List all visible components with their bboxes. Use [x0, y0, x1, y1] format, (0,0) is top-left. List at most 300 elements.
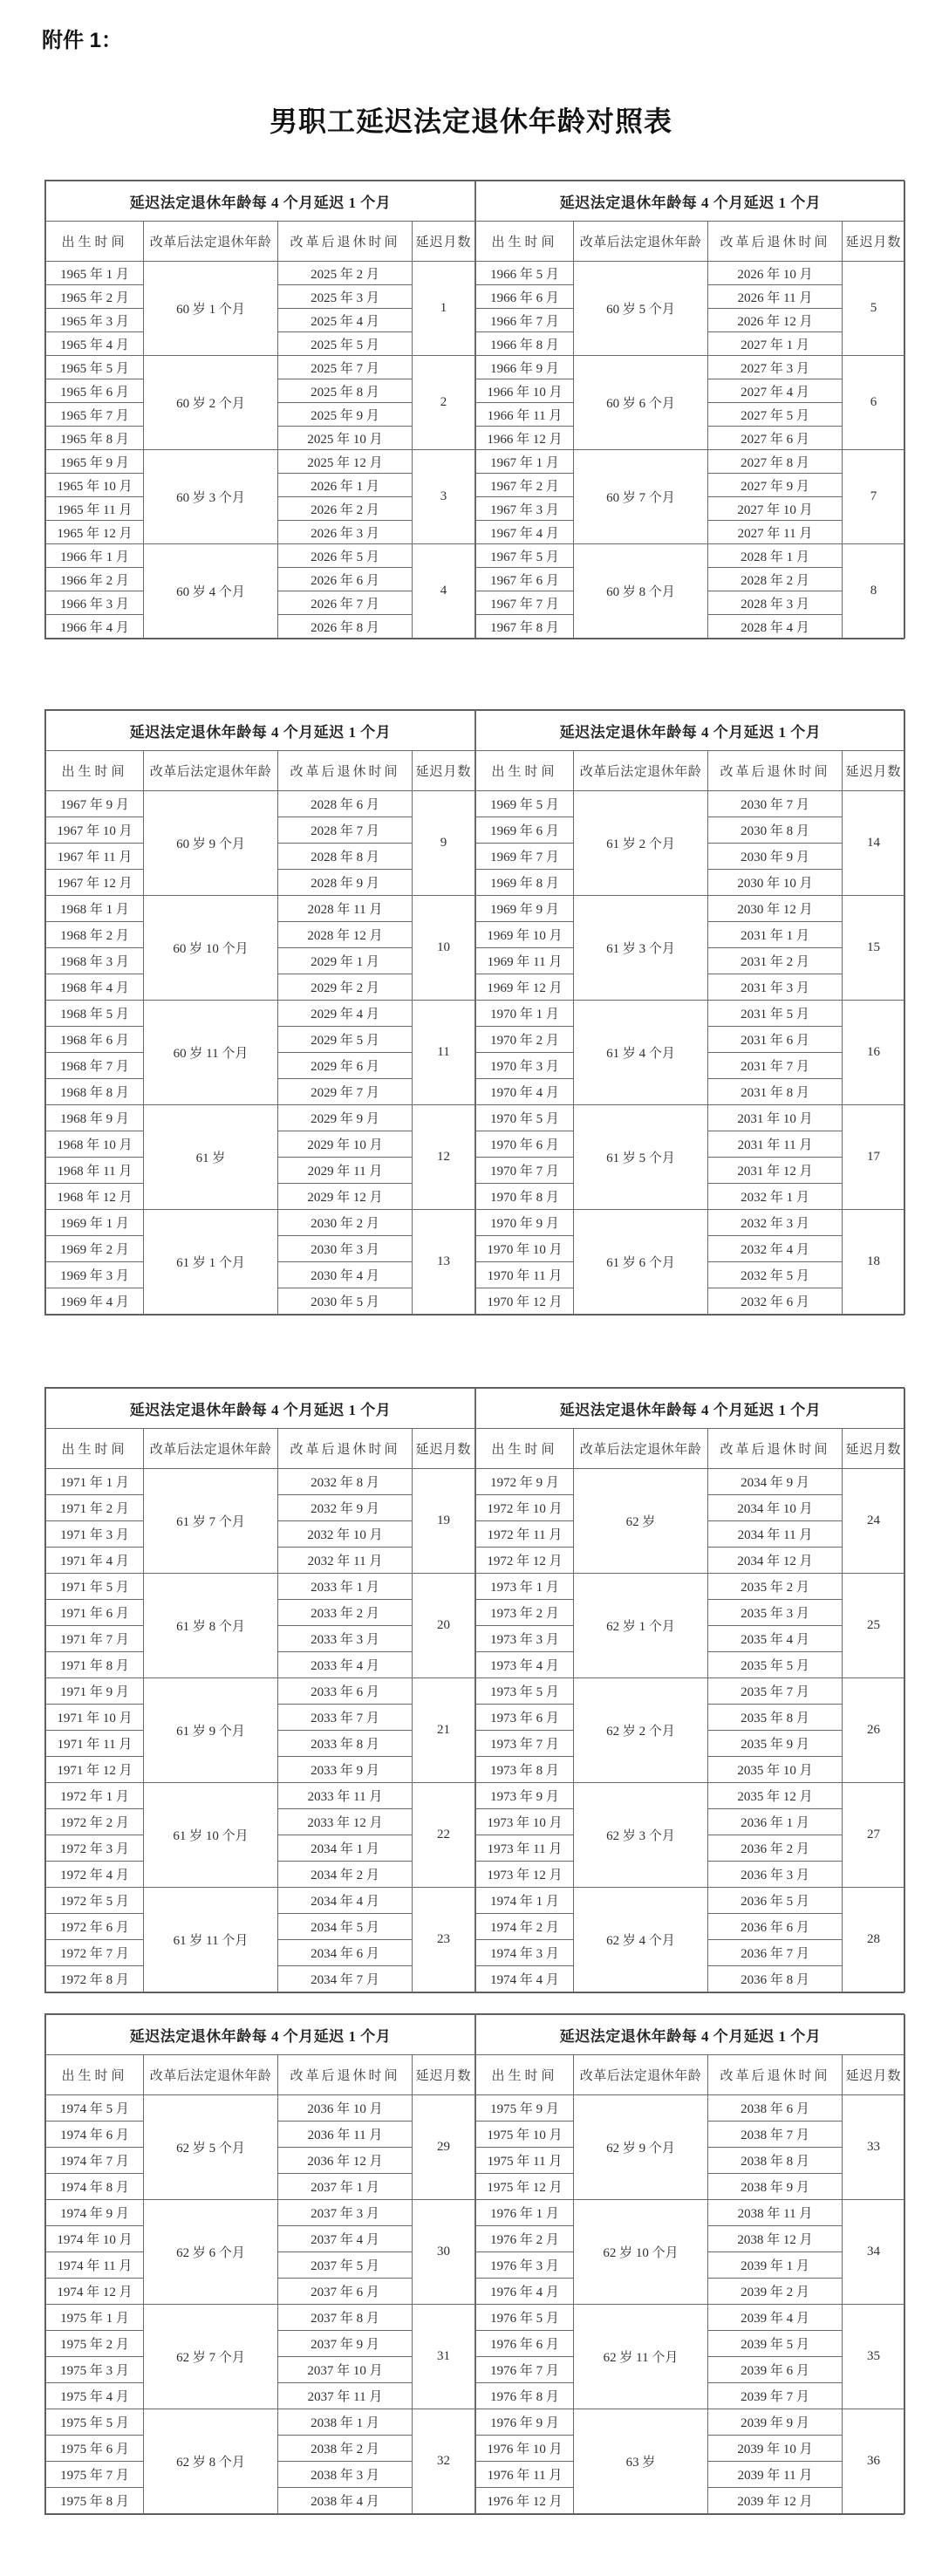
birth-time-cell: 1966 年 10 月: [476, 379, 574, 403]
birth-time-cell: 1972 年 9 月: [476, 1469, 574, 1495]
birth-time-cell: 1966 年 2 月: [46, 568, 144, 591]
retirement-time-cell: 2030 年 9 月: [708, 844, 843, 870]
col-header-birth-time: 出生时间: [46, 222, 144, 262]
birth-time-cell: 1971 年 1 月: [46, 1469, 144, 1495]
birth-time-cell: 1970 年 1 月: [476, 1001, 574, 1027]
column-header-row: [46, 222, 475, 262]
document-title: 男职工延迟法定退休年龄对照表: [269, 106, 672, 137]
delay-months-cell: 21: [413, 1678, 475, 1783]
birth-time-cell: 1969 年 2 月: [46, 1236, 144, 1262]
section-heading: 延迟法定退休年龄每 4 个月延迟 1 个月: [46, 711, 475, 751]
retirement-time-cell: 2033 年 11 月: [278, 1783, 413, 1809]
birth-time-cell: 1975 年 9 月: [476, 2095, 574, 2122]
birth-time-cell: 1966 年 1 月: [46, 544, 144, 568]
birth-time-cell: 1970 年 9 月: [476, 1210, 574, 1236]
retirement-time-cell: 2026 年 6 月: [278, 568, 413, 591]
retirement-time-cell: 2038 年 9 月: [708, 2174, 843, 2200]
retirement-time-cell: 2025 年 3 月: [278, 285, 413, 309]
birth-time-cell: 1975 年 7 月: [46, 2462, 144, 2488]
retirement-time-cell: 2026 年 10 月: [708, 262, 843, 285]
birth-time-cell: 1968 年 1 月: [46, 896, 144, 922]
retirement-time-cell: 2036 年 2 月: [708, 1835, 843, 1862]
retirement-time-cell: 2038 年 3 月: [278, 2462, 413, 2488]
birth-time-cell: 1967 年 12 月: [46, 870, 144, 896]
birth-time-cell: 1974 年 9 月: [46, 2200, 144, 2226]
table-head: [476, 1389, 905, 1469]
delay-months-cell: 30: [413, 2200, 475, 2305]
table-row: [476, 450, 905, 474]
retirement-time-cell: 2032 年 6 月: [708, 1288, 843, 1315]
col-header-birth-time: 出生时间: [476, 751, 574, 791]
retirement-time-cell: 2033 年 9 月: [278, 1757, 413, 1783]
retirement-time-cell: 2037 年 8 月: [278, 2305, 413, 2331]
retirement-time-cell: 2025 年 7 月: [278, 356, 413, 379]
column-header-row: [476, 2055, 905, 2095]
delay-months-cell: 27: [843, 1783, 905, 1888]
retirement-time-cell: 2029 年 2 月: [278, 974, 413, 1001]
birth-time-cell: 1971 年 2 月: [46, 1495, 144, 1521]
retirement-time-cell: 2032 年 9 月: [278, 1495, 413, 1521]
retirement-time-cell: 2032 年 3 月: [708, 1210, 843, 1236]
delay-months-cell: 15: [843, 896, 905, 1001]
retirement-time-cell: 2031 年 1 月: [708, 922, 843, 948]
birth-time-cell: 1970 年 5 月: [476, 1105, 574, 1131]
section-heading: 延迟法定退休年龄每 4 个月延迟 1 个月: [476, 2015, 905, 2055]
birth-time-cell: 1965 年 8 月: [46, 427, 144, 450]
birth-time-cell: 1972 年 5 月: [46, 1888, 144, 1914]
retirement-time-cell: 2030 年 12 月: [708, 896, 843, 922]
col-header-retirement-age: 改革后法定退休年龄: [574, 1429, 708, 1469]
birth-time-cell: 1966 年 11 月: [476, 403, 574, 427]
birth-time-cell: 1971 年 7 月: [46, 1626, 144, 1652]
retirement-time-cell: 2030 年 5 月: [278, 1288, 413, 1315]
retirement-age-cell: 62 岁 11 个月: [574, 2305, 708, 2409]
birth-time-cell: 1976 年 10 月: [476, 2436, 574, 2462]
retirement-age-cell: 60 岁 9 个月: [144, 791, 278, 896]
retirement-time-cell: 2038 年 2 月: [278, 2436, 413, 2462]
retirement-time-cell: 2025 年 5 月: [278, 332, 413, 356]
birth-time-cell: 1970 年 4 月: [476, 1079, 574, 1105]
retirement-time-cell: 2039 年 9 月: [708, 2409, 843, 2436]
col-header-retirement-age: 改革后法定退休年龄: [144, 1429, 278, 1469]
birth-time-cell: 1966 年 6 月: [476, 285, 574, 309]
birth-time-cell: 1967 年 4 月: [476, 521, 574, 544]
delay-months-cell: 16: [843, 1001, 905, 1105]
birth-time-cell: 1972 年 11 月: [476, 1521, 574, 1548]
retirement-time-cell: 2031 年 8 月: [708, 1079, 843, 1105]
section-heading-row: [46, 711, 475, 751]
birth-time-cell: 1976 年 12 月: [476, 2488, 574, 2514]
retirement-time-cell: 2029 年 4 月: [278, 1001, 413, 1027]
retirement-time-cell: 2032 年 10 月: [278, 1521, 413, 1548]
retirement-time-cell: 2026 年 2 月: [278, 497, 413, 521]
birth-time-cell: 1971 年 3 月: [46, 1521, 144, 1548]
retirement-age-cell: 60 岁 10 个月: [144, 896, 278, 1001]
table-row: [46, 356, 475, 379]
delay-months-cell: 29: [413, 2095, 475, 2200]
retirement-time-cell: 2028 年 6 月: [278, 791, 413, 817]
birth-time-cell: 1974 年 10 月: [46, 2226, 144, 2252]
retirement-time-cell: 2039 年 4 月: [708, 2305, 843, 2331]
col-header-delay-months: 延迟月数: [413, 751, 475, 791]
retirement-age-cell: 62 岁 9 个月: [574, 2095, 708, 2200]
retirement-time-cell: 2036 年 6 月: [708, 1914, 843, 1940]
retirement-age-cell: 62 岁 6 个月: [144, 2200, 278, 2305]
retirement-age-cell: 61 岁 11 个月: [144, 1888, 278, 1992]
col-header-retirement-time: 改革后退休时间: [708, 1429, 843, 1469]
birth-time-cell: 1973 年 8 月: [476, 1757, 574, 1783]
delay-months-cell: 5: [843, 262, 905, 356]
retirement-time-cell: 2039 年 12 月: [708, 2488, 843, 2514]
birth-time-cell: 1972 年 10 月: [476, 1495, 574, 1521]
table-body: [476, 2095, 905, 2514]
retirement-time-cell: 2034 年 10 月: [708, 1495, 843, 1521]
retirement-time-cell: 2037 年 3 月: [278, 2200, 413, 2226]
retirement-age-cell: 61 岁: [144, 1105, 278, 1210]
birth-time-cell: 1967 年 2 月: [476, 474, 574, 497]
birth-time-cell: 1970 年 11 月: [476, 1262, 574, 1288]
retirement-time-cell: 2036 年 7 月: [708, 1940, 843, 1966]
table-half-left: [45, 1388, 475, 1992]
section-heading: 延迟法定退休年龄每 4 个月延迟 1 个月: [46, 1389, 475, 1429]
table-head: [476, 181, 905, 262]
retirement-time-cell: 2030 年 7 月: [708, 791, 843, 817]
table-head: [46, 181, 475, 262]
retirement-age-cell: 61 岁 5 个月: [574, 1105, 708, 1210]
retirement-time-cell: 2033 年 3 月: [278, 1626, 413, 1652]
delay-months-cell: 24: [843, 1469, 905, 1574]
delay-months-cell: 14: [843, 791, 905, 896]
table-half-right: [475, 2014, 905, 2514]
delay-months-cell: 34: [843, 2200, 905, 2305]
retirement-time-cell: 2038 年 6 月: [708, 2095, 843, 2122]
retirement-time-cell: 2033 年 7 月: [278, 1705, 413, 1731]
retirement-time-cell: 2030 年 4 月: [278, 1262, 413, 1288]
birth-time-cell: 1971 年 9 月: [46, 1678, 144, 1705]
table-row: [46, 2095, 475, 2122]
birth-time-cell: 1968 年 8 月: [46, 1079, 144, 1105]
birth-time-cell: 1973 年 5 月: [476, 1678, 574, 1705]
retirement-age-cell: 62 岁 10 个月: [574, 2200, 708, 2305]
retirement-age-cell: 60 岁 7 个月: [574, 450, 708, 544]
birth-time-cell: 1967 年 8 月: [476, 615, 574, 639]
column-header-row: [46, 1429, 475, 1469]
birth-time-cell: 1974 年 3 月: [476, 1940, 574, 1966]
birth-time-cell: 1970 年 12 月: [476, 1288, 574, 1315]
table-body: [46, 1469, 475, 1992]
birth-time-cell: 1966 年 9 月: [476, 356, 574, 379]
col-header-birth-time: 出生时间: [46, 2055, 144, 2095]
birth-time-cell: 1972 年 6 月: [46, 1914, 144, 1940]
retirement-time-cell: 2035 年 8 月: [708, 1705, 843, 1731]
birth-time-cell: 1975 年 3 月: [46, 2357, 144, 2383]
retirement-age-cell: 61 岁 4 个月: [574, 1001, 708, 1105]
birth-time-cell: 1973 年 1 月: [476, 1574, 574, 1600]
retirement-time-cell: 2034 年 6 月: [278, 1940, 413, 1966]
retirement-time-cell: 2037 年 10 月: [278, 2357, 413, 2383]
retirement-age-cell: 61 岁 1 个月: [144, 1210, 278, 1315]
table-row: [46, 2305, 475, 2331]
table-half-left: [45, 181, 475, 639]
retirement-time-cell: 2039 年 2 月: [708, 2279, 843, 2305]
retirement-time-cell: 2029 年 12 月: [278, 1184, 413, 1210]
retirement-time-cell: 2029 年 10 月: [278, 1131, 413, 1158]
delay-months-cell: 22: [413, 1783, 475, 1888]
retirement-time-cell: 2027 年 8 月: [708, 450, 843, 474]
retirement-time-cell: 2036 年 3 月: [708, 1862, 843, 1888]
birth-time-cell: 1970 年 3 月: [476, 1053, 574, 1079]
birth-time-cell: 1975 年 8 月: [46, 2488, 144, 2514]
retirement-time-cell: 2028 年 11 月: [278, 896, 413, 922]
retirement-time-cell: 2034 年 5 月: [278, 1914, 413, 1940]
birth-time-cell: 1966 年 4 月: [46, 615, 144, 639]
retirement-time-cell: 2038 年 1 月: [278, 2409, 413, 2436]
retirement-time-cell: 2028 年 3 月: [708, 591, 843, 615]
retirement-time-cell: 2035 年 9 月: [708, 1731, 843, 1757]
section-heading: 延迟法定退休年龄每 4 个月延迟 1 个月: [46, 2015, 475, 2055]
table-row: [476, 896, 905, 922]
retirement-time-cell: 2038 年 4 月: [278, 2488, 413, 2514]
table-body: [46, 2095, 475, 2514]
retirement-time-cell: 2028 年 4 月: [708, 615, 843, 639]
delay-months-cell: 10: [413, 896, 475, 1001]
birth-time-cell: 1970 年 7 月: [476, 1158, 574, 1184]
retirement-time-cell: 2027 年 11 月: [708, 521, 843, 544]
retirement-time-cell: 2037 年 9 月: [278, 2331, 413, 2357]
birth-time-cell: 1971 年 12 月: [46, 1757, 144, 1783]
retirement-time-cell: 2034 年 1 月: [278, 1835, 413, 1862]
section-heading-row: [46, 181, 475, 222]
retirement-time-cell: 2028 年 9 月: [278, 870, 413, 896]
retirement-time-cell: 2025 年 2 月: [278, 262, 413, 285]
retirement-time-cell: 2039 年 6 月: [708, 2357, 843, 2383]
retirement-age-cell: 60 岁 5 个月: [574, 262, 708, 356]
retirement-time-cell: 2039 年 5 月: [708, 2331, 843, 2357]
birth-time-cell: 1965 年 12 月: [46, 521, 144, 544]
birth-time-cell: 1974 年 7 月: [46, 2148, 144, 2174]
table-row: [46, 450, 475, 474]
birth-time-cell: 1973 年 9 月: [476, 1783, 574, 1809]
retirement-time-cell: 2027 年 9 月: [708, 474, 843, 497]
table-half-left: [45, 710, 475, 1315]
col-header-retirement-age: 改革后法定退休年龄: [144, 751, 278, 791]
table-row: [46, 2200, 475, 2226]
birth-time-cell: 1967 年 11 月: [46, 844, 144, 870]
birth-time-cell: 1975 年 11 月: [476, 2148, 574, 2174]
delay-months-cell: 4: [413, 544, 475, 639]
birth-time-cell: 1973 年 7 月: [476, 1731, 574, 1757]
birth-time-cell: 1976 年 8 月: [476, 2383, 574, 2409]
retirement-age-cell: 60 岁 6 个月: [574, 356, 708, 450]
birth-time-cell: 1976 年 4 月: [476, 2279, 574, 2305]
col-header-delay-months: 延迟月数: [413, 222, 475, 262]
retirement-age-cell: 60 岁 3 个月: [144, 450, 278, 544]
delay-months-cell: 8: [843, 544, 905, 639]
birth-time-cell: 1965 年 4 月: [46, 332, 144, 356]
birth-time-cell: 1968 年 3 月: [46, 948, 144, 974]
col-header-birth-time: 出生时间: [46, 1429, 144, 1469]
table-row: [476, 2409, 905, 2436]
retirement-time-cell: 2028 年 8 月: [278, 844, 413, 870]
retirement-time-cell: 2037 年 1 月: [278, 2174, 413, 2200]
retirement-time-cell: 2036 年 1 月: [708, 1809, 843, 1835]
birth-time-cell: 1968 年 5 月: [46, 1001, 144, 1027]
birth-time-cell: 1973 年 12 月: [476, 1862, 574, 1888]
retirement-time-cell: 2028 年 1 月: [708, 544, 843, 568]
table-body: [476, 1469, 905, 1992]
birth-time-cell: 1974 年 8 月: [46, 2174, 144, 2200]
col-header-birth-time: 出生时间: [476, 222, 574, 262]
birth-time-cell: 1965 年 10 月: [46, 474, 144, 497]
birth-time-cell: 1969 年 4 月: [46, 1288, 144, 1315]
birth-time-cell: 1967 年 7 月: [476, 591, 574, 615]
birth-time-cell: 1965 年 6 月: [46, 379, 144, 403]
retirement-age-cell: 61 岁 7 个月: [144, 1469, 278, 1574]
table-row: [46, 1469, 475, 1495]
retirement-time-cell: 2034 年 7 月: [278, 1966, 413, 1992]
birth-time-cell: 1975 年 2 月: [46, 2331, 144, 2357]
col-header-retirement-time: 改革后退休时间: [708, 751, 843, 791]
col-header-delay-months: 延迟月数: [413, 1429, 475, 1469]
col-header-retirement-time: 改革后退休时间: [278, 2055, 413, 2095]
table-row: [476, 1888, 905, 1914]
section-heading: 延迟法定退休年龄每 4 个月延迟 1 个月: [46, 181, 475, 222]
table-head: [46, 1389, 475, 1469]
retirement-time-cell: 2037 年 11 月: [278, 2383, 413, 2409]
birth-time-cell: 1976 年 6 月: [476, 2331, 574, 2357]
birth-time-cell: 1965 年 5 月: [46, 356, 144, 379]
retirement-time-cell: 2031 年 11 月: [708, 1131, 843, 1158]
delay-months-cell: 25: [843, 1574, 905, 1678]
birth-time-cell: 1976 年 5 月: [476, 2305, 574, 2331]
birth-time-cell: 1965 年 9 月: [46, 450, 144, 474]
birth-time-cell: 1968 年 2 月: [46, 922, 144, 948]
delay-months-cell: 31: [413, 2305, 475, 2409]
retirement-time-cell: 2034 年 11 月: [708, 1521, 843, 1548]
column-header-row: [476, 1429, 905, 1469]
col-header-birth-time: 出生时间: [476, 2055, 574, 2095]
birth-time-cell: 1967 年 1 月: [476, 450, 574, 474]
retirement-time-cell: 2032 年 4 月: [708, 1236, 843, 1262]
retirement-time-cell: 2038 年 7 月: [708, 2122, 843, 2148]
birth-time-cell: 1966 年 5 月: [476, 262, 574, 285]
table-row: [46, 2409, 475, 2436]
birth-time-cell: 1967 年 6 月: [476, 568, 574, 591]
delay-months-cell: 33: [843, 2095, 905, 2200]
birth-time-cell: 1974 年 12 月: [46, 2279, 144, 2305]
column-header-row: [46, 751, 475, 791]
col-header-delay-months: 延迟月数: [843, 1429, 905, 1469]
retirement-time-cell: 2030 年 3 月: [278, 1236, 413, 1262]
delay-months-cell: 36: [843, 2409, 905, 2514]
table-row: [476, 1001, 905, 1027]
table-half-right: [475, 181, 905, 639]
birth-time-cell: 1976 年 9 月: [476, 2409, 574, 2436]
retirement-time-cell: 2025 年 9 月: [278, 403, 413, 427]
section-heading: 延迟法定退休年龄每 4 个月延迟 1 个月: [476, 711, 905, 751]
retirement-age-cell: 61 岁 8 个月: [144, 1574, 278, 1678]
retirement-time-cell: 2031 年 7 月: [708, 1053, 843, 1079]
table-row: [476, 1469, 905, 1495]
retirement-time-cell: 2034 年 4 月: [278, 1888, 413, 1914]
retirement-time-cell: 2032 年 5 月: [708, 1262, 843, 1288]
birth-time-cell: 1967 年 10 月: [46, 817, 144, 844]
retirement-age-cell: 60 岁 2 个月: [144, 356, 278, 450]
birth-time-cell: 1970 年 10 月: [476, 1236, 574, 1262]
retirement-age-cell: 63 岁: [574, 2409, 708, 2514]
retirement-time-cell: 2032 年 11 月: [278, 1548, 413, 1574]
birth-time-cell: 1971 年 6 月: [46, 1600, 144, 1626]
birth-time-cell: 1968 年 12 月: [46, 1184, 144, 1210]
birth-time-cell: 1976 年 1 月: [476, 2200, 574, 2226]
retirement-time-cell: 2036 年 12 月: [278, 2148, 413, 2174]
birth-time-cell: 1965 年 11 月: [46, 497, 144, 521]
birth-time-cell: 1973 年 3 月: [476, 1626, 574, 1652]
retirement-age-cell: 60 岁 4 个月: [144, 544, 278, 639]
col-header-retirement-age: 改革后法定退休年龄: [574, 751, 708, 791]
section-heading-row: [476, 711, 905, 751]
retirement-time-cell: 2039 年 10 月: [708, 2436, 843, 2462]
retirement-time-cell: 2028 年 2 月: [708, 568, 843, 591]
retirement-time-cell: 2033 年 6 月: [278, 1678, 413, 1705]
retirement-time-cell: 2031 年 6 月: [708, 1027, 843, 1053]
delay-months-cell: 9: [413, 791, 475, 896]
birth-time-cell: 1973 年 4 月: [476, 1652, 574, 1678]
delay-months-cell: 35: [843, 2305, 905, 2409]
retirement-time-cell: 2038 年 11 月: [708, 2200, 843, 2226]
section-heading: 延迟法定退休年龄每 4 个月延迟 1 个月: [476, 1389, 905, 1429]
section-heading-row: [476, 2015, 905, 2055]
retirement-time-cell: 2026 年 8 月: [278, 615, 413, 639]
table-body: [46, 262, 475, 639]
retirement-time-cell: 2036 年 11 月: [278, 2122, 413, 2148]
retirement-age-cell: 62 岁 5 个月: [144, 2095, 278, 2200]
birth-time-cell: 1974 年 5 月: [46, 2095, 144, 2122]
column-header-row: [46, 2055, 475, 2095]
table-half-right: [475, 710, 905, 1315]
table-row: [476, 1105, 905, 1131]
section-heading-row: [46, 1389, 475, 1429]
table-row: [476, 2095, 905, 2122]
birth-time-cell: 1968 年 11 月: [46, 1158, 144, 1184]
col-header-retirement-age: 改革后法定退休年龄: [144, 2055, 278, 2095]
birth-time-cell: 1971 年 10 月: [46, 1705, 144, 1731]
birth-time-cell: 1971 年 4 月: [46, 1548, 144, 1574]
birth-time-cell: 1965 年 3 月: [46, 309, 144, 332]
table-head: [46, 711, 475, 791]
birth-time-cell: 1967 年 9 月: [46, 791, 144, 817]
table-row: [46, 1210, 475, 1236]
birth-time-cell: 1976 年 3 月: [476, 2252, 574, 2279]
col-header-birth-time: 出生时间: [46, 751, 144, 791]
retirement-time-cell: 2029 年 11 月: [278, 1158, 413, 1184]
retirement-time-cell: 2039 年 7 月: [708, 2383, 843, 2409]
retirement-time-cell: 2033 年 4 月: [278, 1652, 413, 1678]
retirement-age-cell: 62 岁 3 个月: [574, 1783, 708, 1888]
birth-time-cell: 1970 年 2 月: [476, 1027, 574, 1053]
retirement-time-cell: 2037 年 5 月: [278, 2252, 413, 2279]
birth-time-cell: 1965 年 1 月: [46, 262, 144, 285]
delay-months-cell: 11: [413, 1001, 475, 1105]
table-head: [476, 711, 905, 791]
retirement-time-cell: 2037 年 4 月: [278, 2226, 413, 2252]
table-row: [46, 791, 475, 817]
retirement-time-cell: 2035 年 12 月: [708, 1783, 843, 1809]
retirement-time-cell: 2027 年 6 月: [708, 427, 843, 450]
table-row: [476, 544, 905, 568]
retirement-time-cell: 2027 年 3 月: [708, 356, 843, 379]
birth-time-cell: 1969 年 9 月: [476, 896, 574, 922]
